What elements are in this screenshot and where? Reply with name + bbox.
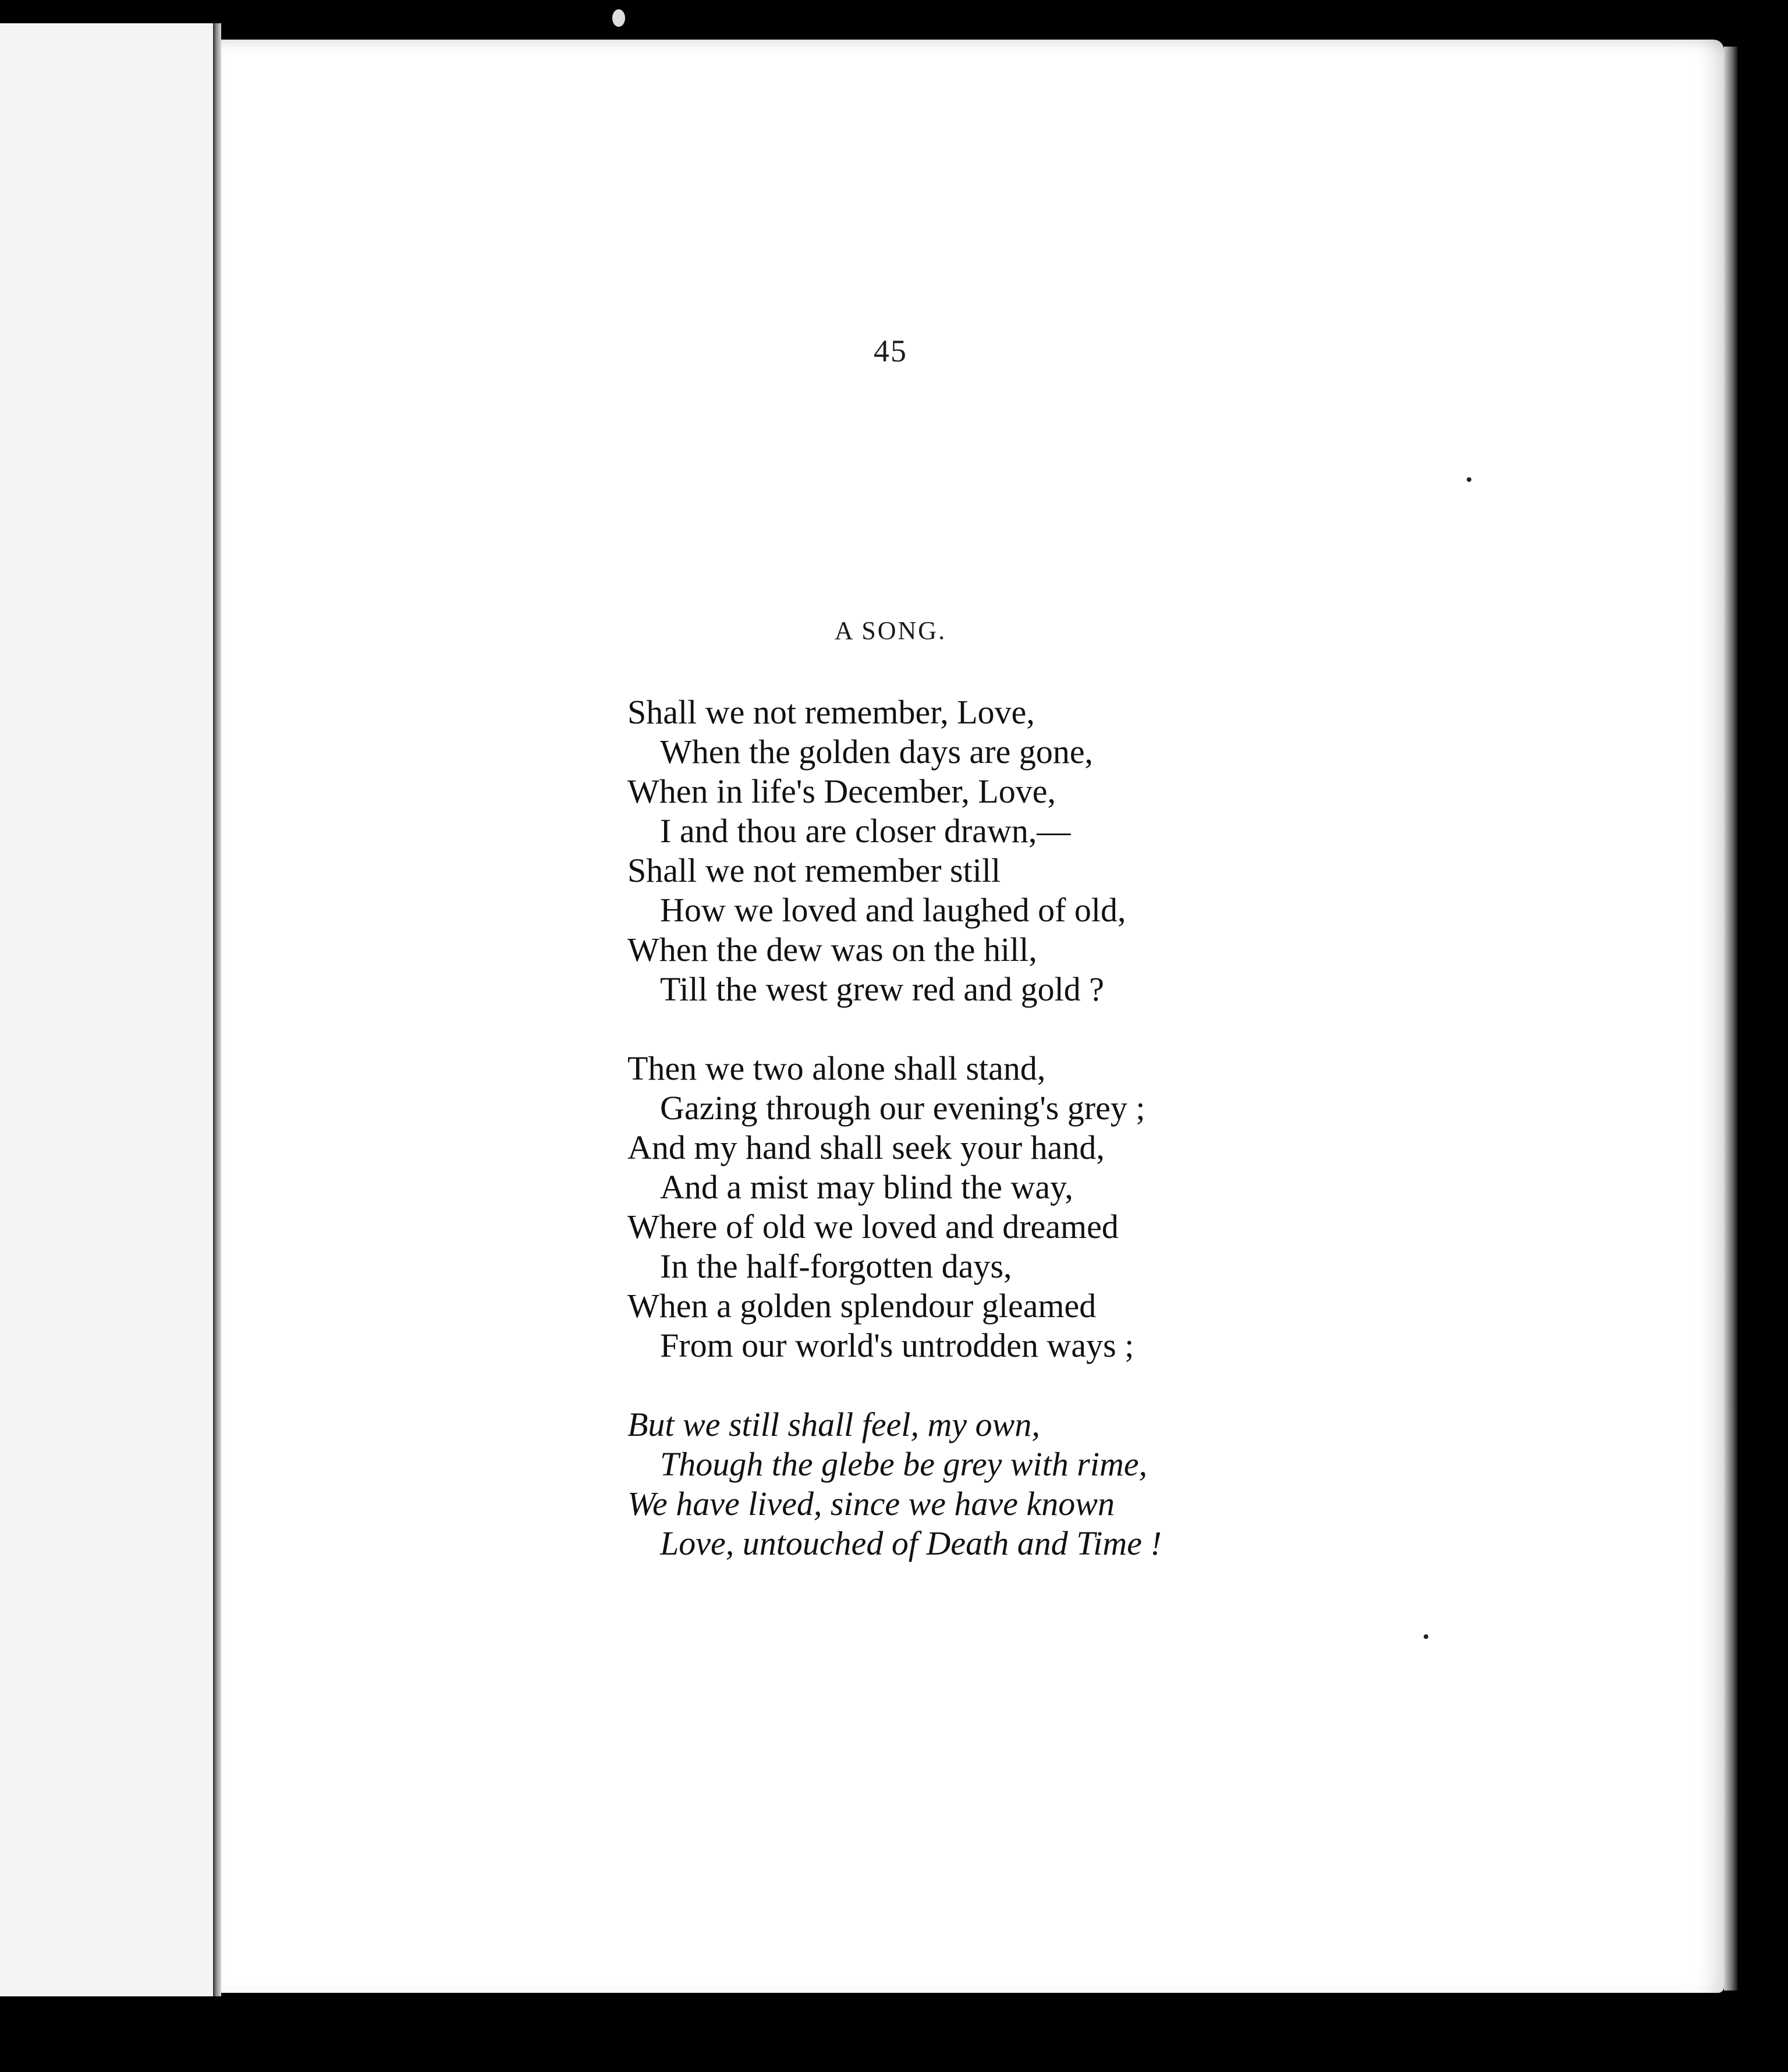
poem-line: Shall we not remember, Love, <box>627 693 1035 731</box>
poem-line: We have lived, since we have known <box>627 1485 1115 1523</box>
scan-speck <box>612 9 625 27</box>
poem-line: From our world's untrodden ways ; <box>660 1326 1134 1364</box>
poem-line: I and thou are closer drawn,— <box>660 812 1071 850</box>
poem-line: Shall we not remember still <box>627 851 1001 889</box>
poem-line: Though the glebe be grey with rime, <box>660 1445 1148 1483</box>
poem-line: When in life's December, Love, <box>627 772 1056 810</box>
poem-title: A SONG. <box>834 616 947 645</box>
poem-line: Then we two alone shall stand, <box>627 1049 1046 1087</box>
poem-line: When a golden splendour gleamed <box>627 1287 1097 1325</box>
stanza-2 <box>627 1049 1268 1365</box>
page-number: 45 <box>874 333 907 368</box>
poem-line: How we loved and laughed of old, <box>660 891 1126 929</box>
poem-line: Love, untouched of Death and Time ! <box>660 1524 1162 1562</box>
poem-line: In the half-forgotten days, <box>660 1247 1012 1285</box>
poem-line: Gazing through our evening's grey ; <box>660 1089 1145 1127</box>
poem-body <box>627 693 1268 1563</box>
poem-line: Where of old we loved and dreamed <box>627 1208 1119 1246</box>
page-edge-shadow <box>1724 47 1738 1991</box>
poem-line: When the dew was on the hill, <box>627 931 1037 968</box>
poem-line: Till the west grew red and gold ? <box>660 970 1105 1008</box>
scan-speck <box>1424 1634 1428 1639</box>
stanza-3 <box>627 1405 1268 1563</box>
poem-line: But we still shall feel, my own, <box>627 1406 1040 1443</box>
poem-line: And a mist may blind the way, <box>660 1168 1073 1206</box>
poem-line: And my hand shall seek your hand, <box>627 1129 1105 1166</box>
stanza-1 <box>627 693 1268 1009</box>
book-gutter <box>213 23 221 1996</box>
facing-page-edge <box>0 23 220 1996</box>
poem-line: When the golden days are gone, <box>660 733 1094 771</box>
scan-speck <box>1467 477 1471 482</box>
